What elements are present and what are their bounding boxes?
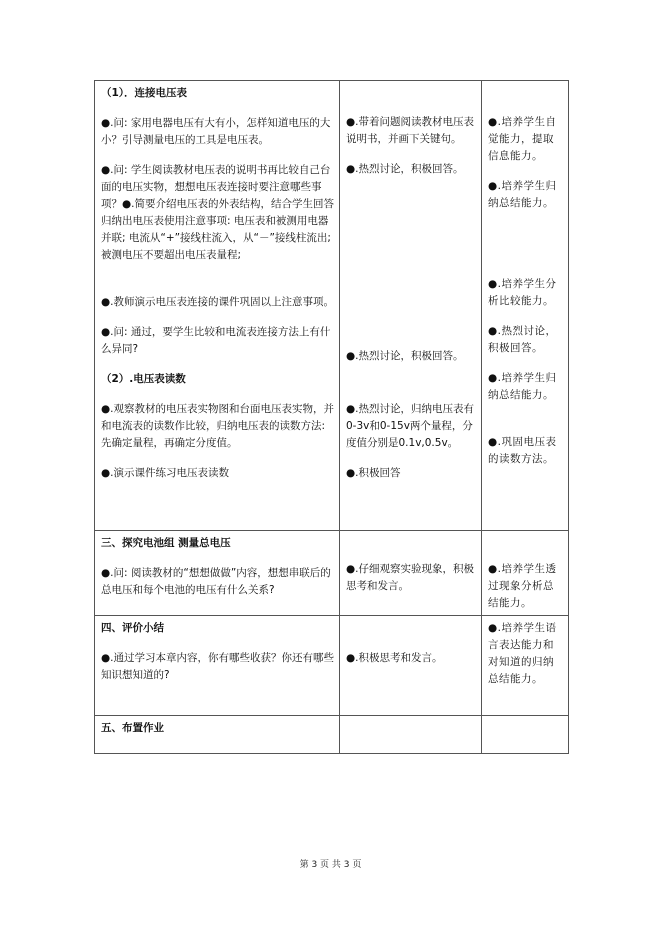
paragraph: ●.培养学生归纳总结能力。 xyxy=(488,180,557,209)
table-row xyxy=(95,716,569,754)
paragraph: ●.问: 家用电器电压有大有小，怎样知道电压的大小？引导测量电压的工具是电压表。 xyxy=(101,117,331,146)
paragraph: ●.培养学生语言表达能力和对知道的归纳总结能力。 xyxy=(488,622,557,685)
paragraph: ●.培养学生自觉能力，提取信息能力。 xyxy=(488,116,557,162)
section-heading: 四、评价小结 xyxy=(101,622,164,634)
table-row xyxy=(95,616,569,716)
paragraph: ●.教师演示电压表连接的课件巩固以上注意事项。 xyxy=(101,296,334,308)
paragraph: ●.问: 阅读教材的“想想做做”内容，想想串联后的总电压和每个电池的电压有什么关系? xyxy=(101,567,331,596)
student-activity-cell xyxy=(340,616,482,716)
teacher-activity-cell xyxy=(95,716,340,754)
student-activity-cell xyxy=(340,81,482,531)
design-intent-cell xyxy=(482,616,569,716)
teacher-activity-cell xyxy=(95,81,340,531)
paragraph: ●.培养学生透过现象分析总结能力。 xyxy=(488,563,557,609)
design-intent-cell xyxy=(482,716,569,754)
paragraph: ●.问: 通过，要学生比较和电流表连接方法上有什么异同? xyxy=(101,326,331,355)
paragraph: ●.仔细观察实验现象，积极思考和发言。 xyxy=(346,563,474,592)
design-intent-cell xyxy=(482,81,569,531)
lesson-plan-table xyxy=(94,80,569,754)
paragraph: ●.带着问题阅读教材电压表说明书，并画下关键句。 xyxy=(346,116,474,145)
paragraph: ●.热烈讨论，积极回答。 xyxy=(346,163,464,175)
paragraph: ●.巩固电压表的读数方法。 xyxy=(488,436,557,465)
student-activity-cell xyxy=(340,531,482,616)
section-heading: 三、探究电池组 测量总电压 xyxy=(101,537,231,549)
paragraph: ●.演示课件练习电压表读数 xyxy=(101,467,229,479)
paragraph: ●.通过学习本章内容，你有哪些收获？你还有哪些知识想知道的? xyxy=(101,652,334,681)
paragraph: ●.培养学生归纳总结能力。 xyxy=(488,372,557,401)
table-row xyxy=(95,531,569,616)
teacher-activity-cell xyxy=(95,531,340,616)
paragraph: ●.培养学生分析比较能力。 xyxy=(488,278,557,307)
paragraph: ●.观察教材的电压表实物图和台面电压表实物，并和电流表的读数作比较，归纳电压表的读数方法: 先确定量程，再确定分度值。 xyxy=(101,403,334,449)
paragraph: ●.热烈讨论，积极回答。 xyxy=(346,350,464,362)
table-row xyxy=(95,81,569,531)
section-heading: （2）.电压表读数 xyxy=(101,373,186,385)
paragraph: ●.热烈讨论，积极回答。 xyxy=(488,325,557,354)
design-intent-cell xyxy=(482,531,569,616)
section-heading: 五、布置作业 xyxy=(101,722,164,734)
student-activity-cell xyxy=(340,716,482,754)
paragraph: ●.问: 学生阅读教材电压表的说明书再比较自己台面的电压实物，想想电压表连接时要注意哪些事项？●.简要介绍电压表的外表结构，结合学生回答归纳出电压表使用注意事项: 电压表和被测用电器并联; 电流从“+”接线柱流入，从“－”接线柱流出; 被测电压不要超出电压表量程; xyxy=(101,164,334,261)
teacher-activity-cell xyxy=(95,616,340,716)
paragraph: ●.热烈讨论，归纳电压表有0-3v和0-15v两个量程，分度值分别是0.1v,0.5v。 xyxy=(346,403,474,449)
page-number: 第 3 页 共 3 页 xyxy=(299,860,362,870)
paragraph: ●.积极回答 xyxy=(346,467,401,479)
section-heading: （1）．连接电压表 xyxy=(101,87,188,99)
paragraph: ●.积极思考和发言。 xyxy=(346,652,443,664)
